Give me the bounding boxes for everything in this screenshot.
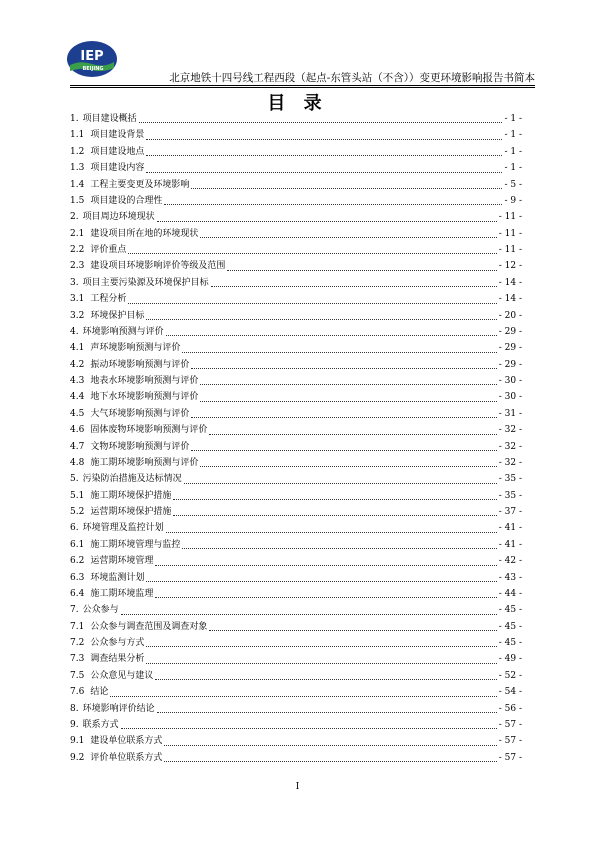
toc-entry-number: 6.3: [70, 572, 85, 583]
toc-leader-dots: [146, 139, 502, 140]
toc-entry-label: [70, 291, 126, 307]
toc-entry-number: 1.1: [70, 130, 85, 141]
toc-entry-number: 4.: [70, 326, 79, 337]
toc-entry-number: 5.2: [70, 507, 85, 517]
toc-entry-label: [70, 144, 144, 160]
toc-entry-text: 公众意见与建议: [90, 670, 154, 681]
toc-entry-text: 运营期环境保护措施: [90, 507, 172, 517]
toc-entry[interactable]: [70, 651, 522, 667]
toc-entry-number: 7.3: [70, 654, 85, 665]
toc-entry-number: 7.2: [70, 638, 85, 648]
toc-entry-number: 2.3: [70, 261, 85, 272]
toc-entry-label: [70, 651, 144, 667]
toc-entry-page: - 41 -: [498, 523, 522, 534]
toc-entry-label: [70, 717, 119, 733]
toc-heading: 目 录: [267, 93, 328, 114]
toc-entry-number: 7.: [70, 605, 79, 616]
toc-entry-label: [70, 242, 126, 258]
toc-entry-label: [70, 258, 225, 274]
toc-entry-page: - 11 -: [498, 228, 522, 239]
toc-leader-dots: [166, 532, 497, 533]
toc-entry[interactable]: [70, 619, 522, 635]
toc-entry-text: 公众参与: [82, 605, 119, 616]
toc-entry[interactable]: [70, 570, 522, 586]
toc-entry-page: - 45 -: [498, 621, 522, 632]
logo-subtext: BEIJING: [82, 66, 104, 72]
toc-entry-text: 项目建设背景: [90, 130, 145, 141]
toc-entry-label: [70, 537, 180, 553]
toc-entry-label: [70, 471, 182, 487]
toc-leader-dots: [164, 761, 496, 762]
toc-entry-label: [70, 177, 189, 193]
toc-entry-number: 3.: [70, 277, 79, 288]
toc-entry-text: 工程分析: [90, 294, 127, 305]
toc-entry-label: [70, 635, 144, 651]
toc-entry[interactable]: [70, 406, 522, 422]
logo-text: IEP: [80, 49, 104, 64]
toc-entry-number: 4.7: [70, 441, 85, 452]
toc-leader-dots: [155, 679, 496, 680]
toc-entry[interactable]: [70, 668, 522, 684]
toc-entry-text: 公众参与方式: [90, 638, 145, 648]
toc-entry-label: [70, 520, 164, 536]
iep-logo-icon: [66, 40, 118, 78]
toc-entry-number: 1.4: [70, 179, 85, 190]
toc-entry-page: - 30 -: [498, 392, 522, 403]
toc-entry-page: - 32 -: [498, 441, 522, 452]
toc-entry-label: [70, 488, 171, 504]
toc-entry[interactable]: [70, 324, 522, 340]
toc-entry[interactable]: [70, 635, 522, 651]
toc-leader-dots: [164, 204, 502, 205]
toc-leader-dots: [182, 352, 496, 353]
toc-entry-label: [70, 422, 207, 438]
toc-entry-number: 2.: [70, 212, 79, 223]
toc-leader-dots: [211, 286, 497, 287]
toc-entry-text: 工程主要变更及环境影响: [90, 179, 190, 190]
toc-entry-text: 调查结果分析: [90, 654, 145, 665]
toc-entry-page: - 1 -: [504, 163, 522, 174]
toc-entry-page: - 1 -: [504, 146, 522, 157]
document-header-title: 北京地铁十四号线工程西段（起点-东管头站（不含））变更环境影响报告书简本: [169, 72, 535, 84]
toc-entry-page: - 29 -: [498, 343, 522, 354]
toc-entry-text: 文物环境影响预测与评价: [90, 441, 190, 452]
toc-entry-label: [70, 439, 189, 455]
toc-leader-dots: [139, 122, 503, 123]
toc-entry-page: - 56 -: [498, 703, 522, 714]
toc-entry-label: [70, 324, 164, 340]
toc-entry-page: - 57 -: [498, 736, 522, 747]
toc-entry-page: - 14 -: [498, 277, 522, 288]
toc-entry[interactable]: [70, 733, 522, 749]
toc-leader-dots: [173, 499, 496, 500]
toc-entry-page: - 35 -: [498, 474, 522, 485]
toc-entry-text: 施工期环境管理与监控: [90, 539, 181, 550]
toc-entry-page: - 31 -: [498, 408, 522, 419]
toc-entry-number: 4.6: [70, 425, 85, 436]
toc-entry-number: 9.: [70, 719, 79, 730]
toc-entry-page: - 20 -: [498, 310, 522, 321]
toc-leader-dots: [146, 155, 502, 156]
toc-entry-text: 运营期环境管理: [90, 556, 154, 567]
toc-entry-label: [70, 570, 144, 586]
toc-entry-text: 建设项目所在地的环境现状: [90, 228, 199, 239]
toc-entry-label: [70, 750, 162, 766]
toc-entry[interactable]: [70, 111, 522, 127]
toc-entry-text: 施工期环境影响预测与评价: [90, 457, 199, 468]
toc-entry[interactable]: [70, 439, 522, 455]
toc-entry-page: - 9 -: [504, 195, 522, 206]
toc-entry[interactable]: [70, 455, 522, 471]
toc-entry[interactable]: [70, 422, 522, 438]
toc-entry[interactable]: [70, 308, 522, 324]
toc-entry-label: [70, 308, 144, 324]
toc-entry-page: - 32 -: [498, 425, 522, 436]
toc-entry-text: 施工期环境监理: [90, 588, 154, 599]
toc-entry-number: 9.1: [70, 736, 85, 747]
toc-entry-number: 2.2: [70, 245, 85, 255]
toc-entry-number: 4.8: [70, 457, 85, 468]
toc-entry-label: [70, 160, 144, 176]
toc-entry-number: 6.4: [70, 588, 85, 599]
toc-entry-label: [70, 668, 153, 684]
toc-leader-dots: [200, 384, 496, 385]
toc-entry-text: 建设单位联系方式: [90, 736, 163, 747]
toc-leader-dots: [146, 581, 496, 582]
toc-entry-page: - 1 -: [504, 114, 522, 124]
toc-entry-text: 项目建设概括: [82, 114, 137, 124]
toc-entry-text: 环境管理及监控计划: [82, 523, 164, 534]
toc-entry-number: 4.1: [70, 343, 85, 354]
toc-entry-page: - 11 -: [498, 245, 522, 255]
toc-entry-text: 项目建设内容: [90, 163, 145, 174]
toc-entry-number: 6.: [70, 523, 79, 534]
toc-leader-dots: [200, 466, 496, 467]
toc-entry-text: 建设项目环境影响评价等级及范围: [90, 261, 226, 272]
toc-leader-dots: [173, 515, 496, 516]
toc-leader-dots: [157, 221, 497, 222]
toc-leader-dots: [121, 614, 497, 615]
toc-entry-text: 地表水环境影响预测与评价: [90, 376, 199, 386]
toc-entry-label: [70, 357, 189, 373]
toc-entry[interactable]: [70, 144, 522, 160]
toc-entry-text: 公众参与调查范围及调查对象: [90, 621, 208, 632]
toc-entry-label: [70, 586, 153, 602]
toc-entry-number: 2.1: [70, 228, 85, 239]
toc-entry-page: - 11 -: [498, 212, 522, 223]
toc-entry-page: - 37 -: [498, 507, 522, 517]
toc-leader-dots: [227, 270, 496, 271]
toc-leader-dots: [191, 188, 502, 189]
toc-entry[interactable]: [70, 209, 522, 225]
toc-entry-text: 固体废物环境影响预测与评价: [90, 425, 208, 436]
toc-leader-dots: [191, 450, 496, 451]
toc-entry-page: - 29 -: [498, 326, 522, 337]
toc-entry-number: 4.2: [70, 359, 85, 370]
toc-leader-dots: [110, 696, 496, 697]
toc-entry-label: [70, 619, 207, 635]
toc-entry[interactable]: [70, 602, 522, 618]
toc-leader-dots: [191, 417, 496, 418]
toc-entry-label: [70, 340, 180, 356]
table-of-contents: [70, 111, 522, 766]
toc-entry-label: [70, 602, 119, 618]
toc-entry[interactable]: [70, 750, 522, 766]
toc-entry[interactable]: [70, 504, 522, 520]
toc-entry[interactable]: [70, 684, 522, 700]
toc-entry-text: 项目周边环境现状: [82, 212, 155, 223]
header-divider-thin: [70, 87, 535, 88]
toc-entry-number: 4.3: [70, 376, 85, 386]
toc-leader-dots: [166, 335, 497, 336]
toc-entry[interactable]: [70, 520, 522, 536]
toc-entry[interactable]: [70, 717, 522, 733]
toc-entry-number: 1.3: [70, 163, 85, 174]
toc-entry-label: [70, 226, 198, 242]
toc-leader-dots: [191, 368, 496, 369]
toc-entry-number: 6.1: [70, 539, 85, 550]
toc-leader-dots: [155, 565, 496, 566]
toc-leader-dots: [209, 630, 496, 631]
toc-leader-dots: [121, 728, 497, 729]
toc-entry-text: 评价重点: [90, 245, 127, 255]
toc-entry-page: - 43 -: [498, 572, 522, 583]
toc-entry-number: 5.1: [70, 490, 85, 501]
toc-entry[interactable]: [70, 488, 522, 504]
toc-leader-dots: [200, 237, 496, 238]
toc-leader-dots: [164, 745, 496, 746]
toc-entry-number: 7.5: [70, 670, 85, 681]
toc-entry-page: - 54 -: [498, 687, 522, 698]
toc-entry[interactable]: [70, 242, 522, 258]
toc-entry-number: 6.2: [70, 556, 85, 567]
toc-entry[interactable]: [70, 258, 522, 274]
toc-entry-number: 4.4: [70, 392, 85, 403]
toc-leader-dots: [157, 712, 497, 713]
toc-entry-label: [70, 111, 137, 127]
toc-entry-page: - 12 -: [498, 261, 522, 272]
toc-entry-page: - 1 -: [504, 130, 522, 141]
toc-entry-page: - 44 -: [498, 588, 522, 599]
toc-entry-text: 项目建设地点: [90, 146, 145, 157]
toc-entry-number: 7.1: [70, 621, 85, 632]
toc-entry-text: 结论: [90, 687, 109, 698]
toc-entry-page: - 45 -: [498, 605, 522, 616]
toc-entry-label: [70, 275, 209, 291]
toc-entry-number: 9.2: [70, 752, 85, 763]
toc-entry-page: - 49 -: [498, 654, 522, 665]
toc-entry-number: 1.5: [70, 195, 85, 206]
toc-entry-text: 项目建设的合理性: [90, 195, 163, 206]
toc-entry-label: [70, 553, 153, 569]
toc-entry[interactable]: [70, 471, 522, 487]
toc-entry-label: [70, 684, 108, 700]
toc-entry-label: [70, 406, 189, 422]
toc-entry[interactable]: [70, 373, 522, 389]
toc-leader-dots: [146, 646, 496, 647]
toc-leader-dots: [146, 663, 496, 664]
toc-entry-page: - 42 -: [498, 556, 522, 567]
toc-entry-page: - 32 -: [498, 457, 522, 468]
toc-entry-text: 污染防治措施及达标情况: [82, 474, 182, 485]
toc-leader-dots: [182, 548, 496, 549]
toc-entry-label: [70, 701, 155, 717]
toc-leader-dots: [200, 401, 496, 402]
toc-entry-number: 7.6: [70, 687, 85, 698]
toc-entry-text: 施工期环境保护措施: [90, 490, 172, 501]
toc-entry-label: [70, 455, 198, 471]
toc-entry-page: - 35 -: [498, 490, 522, 501]
toc-entry-text: 环境影响评价结论: [82, 703, 155, 714]
toc-entry[interactable]: [70, 357, 522, 373]
toc-entry-page: - 52 -: [498, 670, 522, 681]
toc-entry-page: - 5 -: [504, 179, 522, 190]
toc-entry-number: 4.5: [70, 408, 85, 419]
toc-leader-dots: [128, 303, 496, 304]
toc-entry-label: [70, 209, 155, 225]
toc-entry-label: [70, 733, 162, 749]
toc-entry-text: 项目主要污染源及环境保护目标: [82, 277, 209, 288]
toc-entry-text: 评价单位联系方式: [90, 752, 163, 763]
toc-entry-label: [70, 127, 144, 143]
toc-entry-number: 1.2: [70, 146, 85, 157]
toc-entry[interactable]: [70, 291, 522, 307]
toc-leader-dots: [128, 253, 496, 254]
header-divider: [70, 85, 535, 86]
toc-entry-number: 5.: [70, 474, 79, 485]
toc-entry-page: - 29 -: [498, 359, 522, 370]
toc-entry-page: - 57 -: [498, 752, 522, 763]
toc-entry[interactable]: [70, 553, 522, 569]
toc-entry[interactable]: [70, 127, 522, 143]
toc-entry[interactable]: [70, 701, 522, 717]
toc-entry[interactable]: [70, 275, 522, 291]
toc-entry-label: [70, 389, 198, 405]
toc-entry-page: - 41 -: [498, 539, 522, 550]
page-number: I: [295, 782, 300, 792]
toc-leader-dots: [146, 172, 502, 173]
toc-entry-number: 3.2: [70, 310, 85, 321]
toc-entry-label: [70, 193, 162, 209]
toc-entry-page: - 57 -: [498, 719, 522, 730]
toc-entry-page: - 45 -: [498, 638, 522, 648]
toc-entry-label: [70, 504, 171, 520]
toc-entry-text: 联系方式: [82, 719, 119, 730]
toc-leader-dots: [209, 434, 496, 435]
toc-entry-number: 8.: [70, 703, 79, 714]
toc-entry[interactable]: [70, 340, 522, 356]
toc-entry[interactable]: [70, 537, 522, 553]
toc-entry-text: 声环境影响预测与评价: [90, 343, 181, 354]
toc-entry[interactable]: [70, 193, 522, 209]
toc-entry[interactable]: [70, 160, 522, 176]
toc-entry[interactable]: [70, 177, 522, 193]
toc-entry[interactable]: [70, 586, 522, 602]
toc-entry-text: 大气环境影响预测与评价: [90, 408, 190, 419]
toc-entry[interactable]: [70, 389, 522, 405]
toc-entry-page: - 30 -: [498, 376, 522, 386]
toc-leader-dots: [184, 483, 497, 484]
toc-entry-text: 环境监测计划: [90, 572, 145, 583]
toc-leader-dots: [155, 597, 496, 598]
toc-entry-text: 地下水环境影响预测与评价: [90, 392, 199, 403]
toc-entry-number: 1.: [70, 114, 79, 124]
toc-leader-dots: [146, 319, 496, 320]
toc-entry-text: 环境影响预测与评价: [82, 326, 164, 337]
toc-entry-page: - 14 -: [498, 294, 522, 305]
toc-entry-number: 3.1: [70, 294, 85, 305]
toc-entry-text: 环境保护目标: [90, 310, 145, 321]
toc-entry-text: 振动环境影响预测与评价: [90, 359, 190, 370]
toc-entry-label: [70, 373, 198, 389]
toc-entry[interactable]: [70, 226, 522, 242]
